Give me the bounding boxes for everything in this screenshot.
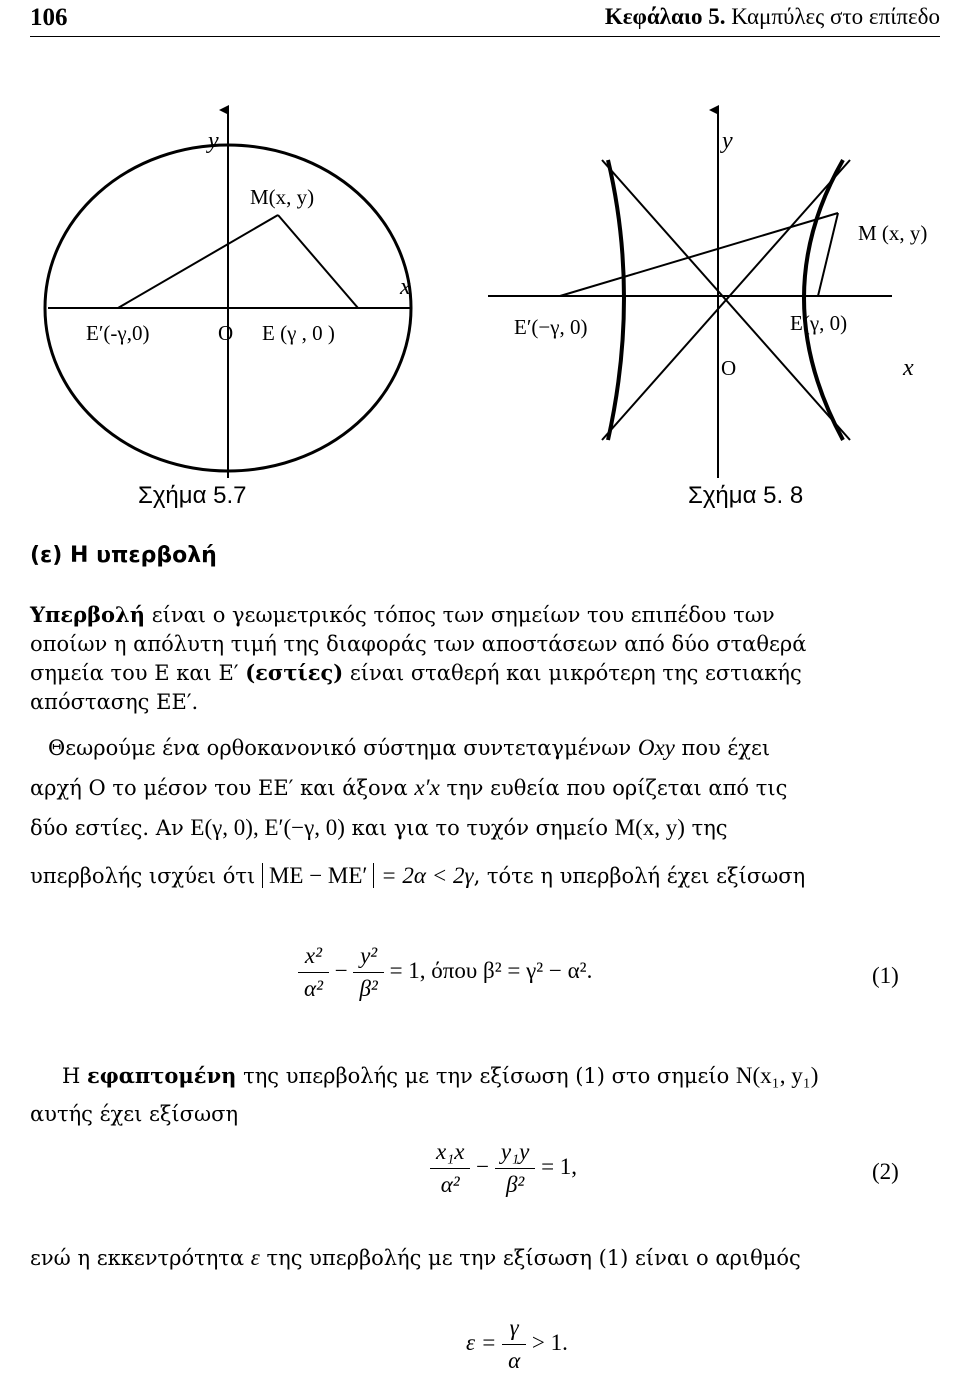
ellipse-focus-right: E (γ , 0 ) [262, 321, 335, 345]
para4-line1-a: ενώ η εκκεντρότητα [30, 1246, 251, 1270]
eq2-fraction-y [495, 1136, 535, 1201]
para2-line2 [30, 774, 787, 802]
eq1-rhs: = 1, όπου β² = γ² − α². [389, 957, 593, 983]
ellipse-x-label: x [400, 274, 411, 300]
math-inequality: = 2α < 2γ [381, 863, 474, 888]
hyperbola-x-label: x [903, 355, 914, 381]
term-tangent: εφαπτομένη [87, 1063, 237, 1088]
eq2-fraction-x [430, 1136, 470, 1201]
page-number: 106 [30, 4, 68, 31]
equation-1 [298, 940, 592, 1005]
eq1-den-y: β² [359, 976, 378, 1001]
ellipse-focus-left: E′(-γ,0) [86, 321, 150, 345]
math-point-m: M(x, y) [614, 815, 685, 840]
eq1-num-y: y² [353, 940, 383, 973]
section-title: (ε) Η υπερβολή [30, 543, 217, 568]
eq1-label: (1) [872, 963, 899, 988]
para2-line4-b: , τότε η υπερβολή έχει εξίσωση [473, 864, 806, 888]
eq2-rhs: = 1, [541, 1153, 578, 1179]
para4-line1 [30, 1244, 801, 1272]
figure2-caption: Σχήμα 5. 8 [688, 482, 804, 509]
chapter-label: Κεφάλαιο 5. [604, 4, 726, 29]
eq1-num-x: x² [298, 940, 329, 973]
term-hyperbola: Υπερβολή [30, 602, 146, 627]
ellipse-figure [45, 110, 412, 509]
hyperbola-right-branch [804, 160, 843, 440]
para2-line2-a: αρχή Ο το μέσον του ΕΕ′ και άξονα [30, 776, 415, 800]
para1-line1 [30, 601, 775, 629]
math-oxy: Oxy [637, 735, 675, 760]
para2-line3 [30, 814, 728, 842]
term-foci: (εστίες) [245, 660, 344, 685]
para3-line1-b: της υπερβολής με την εξίσωση (1) στο σημείο [236, 1064, 736, 1088]
math-point-n: N(x₁, y₁) [735, 1063, 819, 1088]
para3-line2: αυτής έχει εξίσωση [30, 1102, 239, 1126]
eq1-den-x: α² [304, 976, 323, 1001]
para3-line1-a: Η [62, 1064, 87, 1088]
para2-line4-a: υπερβολής ισχύει ότι [30, 864, 262, 888]
para1-line1-text: είναι ο γεωμετρικός τόπος των σημείων του επιπέδου των [145, 603, 775, 627]
eq1-fraction-y [353, 940, 383, 1005]
hyperbola-figure [488, 110, 927, 509]
ellipse-y-label: y [208, 128, 219, 154]
equation-3 [466, 1312, 568, 1377]
eq2-label: (2) [872, 1159, 899, 1184]
para1-line3-a: σημεία του Ε και Ε′ [30, 661, 246, 685]
ellipse-point-m: M(x, y) [250, 185, 315, 209]
para2-line2-b: την ευθεία που ορίζεται από τις [439, 776, 788, 800]
hyperbola-y-label: y [722, 128, 733, 154]
eq3-lhs: ε = [466, 1329, 497, 1355]
para3-line1 [62, 1062, 818, 1090]
equation-2 [430, 1136, 577, 1201]
para2-line1 [48, 734, 770, 762]
hyperbola-focal-line-left [560, 213, 838, 296]
eq2-num-y: y₁y [495, 1136, 535, 1169]
eq3-rhs: > 1. [531, 1329, 568, 1355]
eq3-fraction [502, 1312, 526, 1377]
hyperbola-point-m: M (x, y) [858, 221, 928, 245]
eq2-den-y: β² [505, 1172, 525, 1197]
eq2-num-x: x₁x [430, 1136, 470, 1169]
para1-line2: οποίων η απόλυτη τιμή της διαφοράς των αποστάσεων από δύο σταθερά [30, 632, 807, 656]
hyperbola-left-branch [608, 160, 624, 440]
eq3-den: α [508, 1348, 521, 1373]
para2-line3-c: της [684, 816, 728, 840]
para2-line3-a: δύο εστίες. Αν [30, 816, 191, 840]
para4-line1-b: της υπερβολής με την εξίσωση (1) είναι ο αριθμός [259, 1246, 801, 1270]
figures [0, 0, 960, 520]
ellipse-origin: O [218, 321, 234, 345]
para2-line3-b: και για το τυχόν σημείο [344, 816, 615, 840]
math-foci: E(γ, 0), E′(−γ, 0) [190, 815, 345, 840]
para2-line1-a: Θεωρούμε ένα ορθοκανονικό σύστημα συντεταγμένων [48, 736, 638, 760]
eq1-minus: − [334, 957, 348, 983]
math-epsilon: ε [250, 1245, 260, 1270]
figure1-caption: Σχήμα 5.7 [138, 482, 247, 509]
ellipse-focal-line-left [118, 215, 278, 308]
hyperbola-focal-line-right [818, 213, 838, 296]
para1-line3 [30, 659, 802, 687]
hyperbola-focus-left: E′(−γ, 0) [514, 315, 588, 339]
math-abs-difference: ME − ME′ [262, 863, 375, 888]
ellipse-focal-line-right [278, 215, 358, 308]
hyperbola-origin: O [721, 356, 737, 380]
eq2-den-x: α² [440, 1172, 460, 1197]
eq2-minus: − [476, 1153, 490, 1179]
chapter-name: Καμπύλες στο επίπεδο [725, 4, 940, 29]
math-axis: x′x [414, 775, 440, 800]
para2-line4 [30, 862, 805, 890]
para1-line3-b: είναι σταθερή και μικρότερη της εστιακής [343, 661, 802, 685]
eq1-fraction-x [298, 940, 329, 1005]
para2-line1-b: που έχει [674, 736, 771, 760]
eq3-num: γ [502, 1312, 526, 1345]
para1-line4: απόστασης ΕΕ′. [30, 690, 199, 714]
hyperbola-focus-right: E(γ, 0) [790, 311, 848, 335]
